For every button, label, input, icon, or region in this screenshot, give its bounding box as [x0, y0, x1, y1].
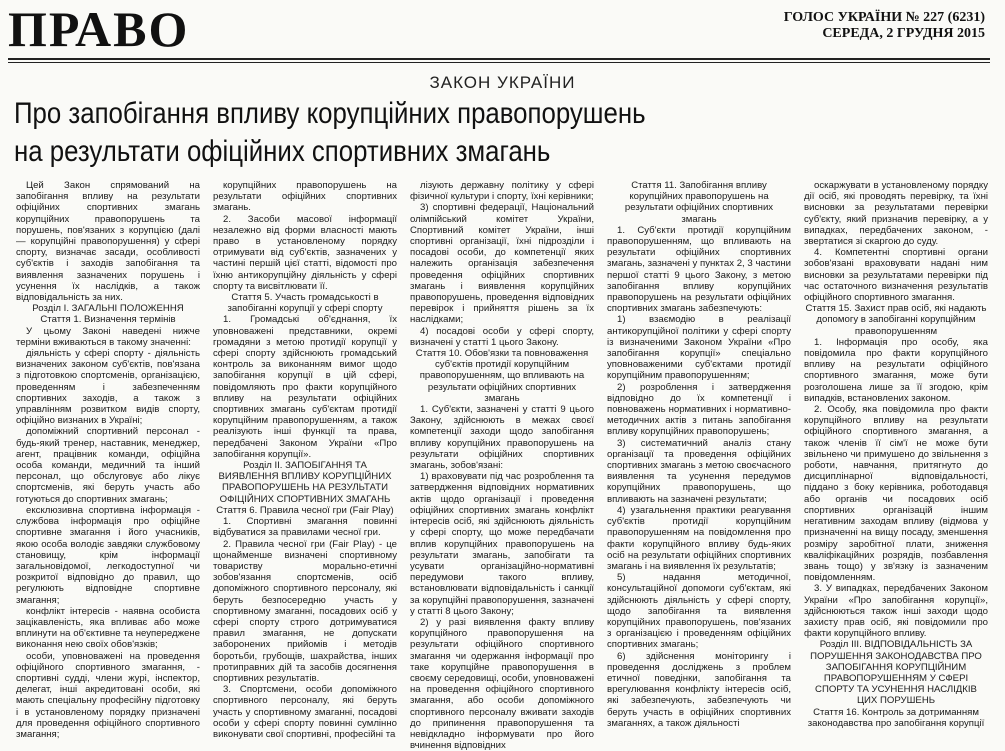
paragraph: 1) взаємодію в реалізації антикорупційної політики у сфері спорту із визначеними Законом України «Про запобігання корупції» спеціально уповноваженими суб'єктами протидії корупційним правопорушенням; — [607, 314, 791, 382]
paragraph: 1. Інформація про особу, яка повідомила про факти корупційного впливу на результати офіційного спортивного змагання, може бути розголошена лише за її згодою, крім випадків, встановлених законом. — [804, 336, 988, 404]
issue-line: ГОЛОС УКРАЇНИ № 227 (6231) — [783, 10, 985, 25]
paragraph: 2) розроблення і затвердження відповідно до їх компетенції і повноважень нормативних і нормативно-методичних актів з питань запобігання впливу корупційних правопорушень; — [607, 381, 791, 438]
paragraph: Стаття 16. Контроль за дотриманням законодавства про запобігання корупції — [807, 706, 985, 729]
paragraph: Стаття 5. Участь громадськості в запобіганні корупції у сфері спорту — [227, 292, 383, 315]
paragraph: 2. Правила чесної гри (Fair Play) - це щонайменше визначені спортивному товариству морально-етичні зобов'язання спортсменів, осіб допоміжного спортивного персоналу, які беруть безпосередню участь у спортивному змаганні, посадових осіб у сфері спорту строго дотримуватися правил змагання, не допускати заборонених прийомів і методів боротьби, грубощів, шахрайства, інших протиправних дій та засобів досягнення спортивних результатів. — [213, 538, 397, 684]
column-4 — [607, 180, 791, 729]
paragraph: 1. Суб'єкти, зазначені у статті 9 цього Закону, здійснюють в межах своєї компетенції заходи щодо запобігання впливу корупційних правопорушень на результати офіційних спортивних змагань, зобов'язані: — [410, 404, 594, 472]
paragraph: 1. Громадські об'єднання, їх уповноважені представники, окремі громадяни з метою протидії корупції у сфері спорту здійснюють громадський контроль за виконанням вимог щодо запобігання корупції в цій сфері, повідомляють про факти корупційного впливу на результати офіційних спортивних змагань суб'єктам протидії корупційним правопорушенням, а також реалізують інші функції та права, передбачені Законом України «Про запобігання корупції». — [213, 314, 397, 460]
paragraph: корупційних правопорушень на результати офіційних спортивних змагань. — [213, 180, 397, 214]
paragraph: 3) систематичний аналіз стану організації та проведення офіційних спортивних змагань з метою своєчасного виявлення та усунення передумов корупційних правопорушень, що впливають на зазначені результати; — [607, 437, 791, 505]
headline-line-2: на результати офіційних спортивних змагань — [14, 135, 551, 168]
paragraph: 1. Спортивні змагання повинні відбуватися за правилами чесної гри. — [213, 516, 397, 539]
article-body — [16, 180, 988, 751]
paragraph: Розділ III. ВІДПОВІДАЛЬНІСТЬ ЗА ПОРУШЕННЯ ЗАКОНОДАВСТВА ПРО ЗАПОБІГАННЯ КОРУПЦІЙНИМ ПРАВОПОРУШЕННЯМ У СФЕРІ СПОРТУ ТА УСУНЕННЯ НАСЛІДКІВ ЦИХ ПОРУШЕНЬ — [810, 639, 982, 707]
masthead-rule-thin — [8, 62, 990, 63]
paragraph: 2. Особу, яка повідомила про факти корупційного впливу на результати офіційного спортивного змагання, а також членів її сім'ї не може бути звільнено чи примушено до звільнення з роботи, навчання, притягнуто до дисциплінарної відповідальності, піддано з боку керівника, роботодавця або органів чи посадових осіб спортивних організацій іншим негативним заходам впливу (відмова у призначенні на вищу посаду, зменшення розміру заробітної плати, зниження кваліфікаційних розрядів, позбавлення звань тощо) у зв'язку із зазначеним повідомленням. — [804, 404, 988, 584]
paragraph: особи, уповноважені на проведення офіційного спортивного змагання, - спортивні судді, члени журі, інспектор, делегат, інші акредитовані особи, які мають спеціальну професійну підготовку і в установленому порядку призначені для проведення офіційного спортивного змагання; — [16, 650, 200, 740]
masthead-rule — [8, 58, 990, 60]
paragraph: 5) надання методичної, консультаційної допомоги суб'єктам, які здійснюють діяльність у сфері спорту, щодо запобігання та виявлення корупційних правопорушень, пов'язаних з організацією і проведенням офіційних спортивних змагань; — [607, 572, 791, 651]
paragraph: У цьому Законі наведені нижче терміни вживаються в такому значенні: — [16, 325, 200, 348]
paragraph: Стаття 1. Визначення термінів — [40, 314, 176, 326]
paragraph: 2) у разі виявлення факту впливу корупційного правопорушення на результати офіційного спортивного змагання чи одержання інформації про таке корупційне правопорушення в своєму середовищі, особи, уповноважені на проведення офіційного спортивного змагання, або особи допоміжного спортивного персоналу вживати заходів до припинення правопорушення та невідкладно інформувати про його вчинення відповідних — [410, 616, 594, 751]
paragraph: 1. Суб'єкти протидії корупційним правопорушенням, що впливають на результати офіційних спортивних змагань, зазначені у пунктах 2, 3 частини першої статті 9 цього Закону, з метою запобігання впливу корупційних правопорушень на результати офіційних спортивних змагань забезпечують: — [607, 224, 791, 315]
column-1 — [16, 180, 200, 740]
column-2 — [213, 180, 397, 740]
paragraph: Стаття 11. Запобігання впливу корупційних правопорушень на результати офіційних спортивних змагань — [624, 180, 774, 225]
paragraph: 4. Компетентні спортивні органи зобов'язані враховувати надані ним висновки за результатами перевірки під час остаточного визначення результатів офіційного спортивного змагання. — [804, 247, 988, 304]
paragraph: 4) посадові особи у сфері спорту, визначені у статті 1 цього Закону. — [410, 325, 594, 348]
paragraph: Розділ I. ЗАГАЛЬНІ ПОЛОЖЕННЯ — [32, 303, 184, 315]
paragraph: діяльність у сфері спорту - діяльність визначених законом суб'єктів, пов'язана з підготовкою спортсменів, організацією, проведенням і забезпеченням спортивних заходів, а також з управлінням розвитком видів спорту, офіційно визнаних в Україні; — [16, 348, 200, 427]
date-line: СЕРЕДА, 2 ГРУДНЯ 2015 — [822, 26, 985, 41]
paragraph: Розділ II. ЗАПОБІГАННЯ ТА ВИЯВЛЕННЯ ВПЛИВУ КОРУПЦІЙНИХ ПРАВОПОРУШЕНЬ НА РЕЗУЛЬТАТИ ОФІЦІЙНИХ СПОРТИВНИХ ЗМАГАНЬ — [218, 460, 392, 505]
paragraph: ексклюзивна спортивна інформація - службова інформація про офіційне спортивне змагання і його учасників, якою особа володіє завдяки службовому становищу, крім інформації загальновідомої, легкодоступної чи розкритої відповідно до правил, що регулюють відповідне спортивне змагання; — [16, 504, 200, 606]
paper-info — [784, 10, 985, 42]
paragraph: 3) спортивні федерації, Національний олімпійський комітет України, Спортивний комітет України, інші спортивні організації, їхні підрозділи і посадові особи, до компетенції яких належить організація забезпечення проведення офіційних спортивних змагань і виявлення корупційних правопорушень, проведення відповідних перевірок і прийняття рішень за їх наслідками; — [410, 202, 594, 326]
paragraph: допоміжний спортивний персонал - будь-який тренер, наставник, менеджер, агент, працівник команди, офіційна особа команди, медичний та інший персонал, що обслуговує або лікує спортсменів, які беруть участь або готуються до спортивних змагань; — [16, 426, 200, 505]
paragraph: 4) узагальнення практики реагування суб'єктів протидії корупційним правопорушенням на повідомлення про факти корупційного впливу будь-яких осіб на результати офіційних спортивних змагань і на виявлення їх результатів; — [607, 504, 791, 572]
paragraph: конфлікт інтересів - наявна особиста зацікавленість, яка впливає або може вплинути на об'єктивне та неупереджене виконання нею своїх обов'язків; — [16, 605, 200, 651]
column-3 — [410, 180, 594, 751]
paragraph: Стаття 6. Правила чесної гри (Fair Play) — [216, 504, 394, 516]
paragraph: лізують державну політику у сфері фізичної культури і спорту, їхні керівники; — [410, 180, 594, 203]
law-type-label: ЗАКОН УКРАЇНИ — [429, 73, 576, 92]
paragraph: 1) враховувати під час розроблення та затвердження відповідних нормативних актів щодо організації і проведення офіційних спортивних змагань конфлікт інтересів осіб, які здійснюють діяльність у сфері спорту, що може передбачати вплив корупційних правопорушень на результати змагань, запобігати та усувати організаційно-нормативні передумови такого впливу, встановлювати відповідальність і санкції за корупційні правопорушення, зазначені у статті 8 цього Закону; — [410, 471, 594, 617]
headline-line-1: Про запобігання впливу корупційних правопорушень — [14, 97, 646, 130]
paragraph: Стаття 15. Захист прав осіб, які надають допомогу в запобіганні корупційним правопорушенням — [805, 303, 987, 337]
paragraph: Цей Закон спрямований на запобігання впливу на результати офіційних спортивних змагань корупційних правопорушень та порушень, пов'язаних з корупцією (далі — корупційні правопорушення) у сфері спорту, визначає засади, особливості суб'єктів і заходів запобігання та виявлення зазначених порушень і усунення їх наслідків, а також відповідальність за них. — [16, 180, 200, 304]
column-5 — [804, 180, 988, 729]
paragraph: 6) здійснення моніторингу і проведення досліджень з проблем етичної поведінки, запобігання та врегулювання конфлікту інтересів осіб, які забезпечують, забезпечують чи беруть участь в офіційних спортивних змаганнях, а також діяльності — [607, 650, 791, 729]
paragraph: оскаржувати в установленому порядку дії осіб, які проводять перевірку, та їхні висновки за результатами перевірки суб'єкту, який призначив перевірку, а у випадках, передбачених законом, - звертатися зі скаргою до суду. — [804, 180, 988, 248]
paragraph: 3. Спортсмени, особи допоміжного спортивного персоналу, які беруть участь у спортивному змаганні, посадові особи у сфері спорту повинні сумлінно виконувати свої спортивні, професійні та — [213, 684, 397, 740]
section-title: ПРАВО — [8, 1, 190, 57]
paragraph: Стаття 10. Обов'язки та повноваження суб'єктів протидії корупційним правопорушенням, що впливають на результати офіційних спортивних змагань — [415, 348, 589, 404]
paragraph: 3. У випадках, передбачених Законом України «Про запобігання корупції», здійснюються також інші заходи щодо захисту прав осіб, які повідомили про факти корупційного впливу. — [804, 583, 988, 640]
masthead — [0, 0, 1005, 58]
paragraph: 2. Засоби масової інформації незалежно від форми власності мають право в установленому порядку отримувати від суб'єктів, зазначених у частині першій цієї статті, відомості про їхню антикорупційну діяльність у сфері спорту та висвітлювати її. — [213, 213, 397, 292]
headline — [14, 95, 857, 171]
